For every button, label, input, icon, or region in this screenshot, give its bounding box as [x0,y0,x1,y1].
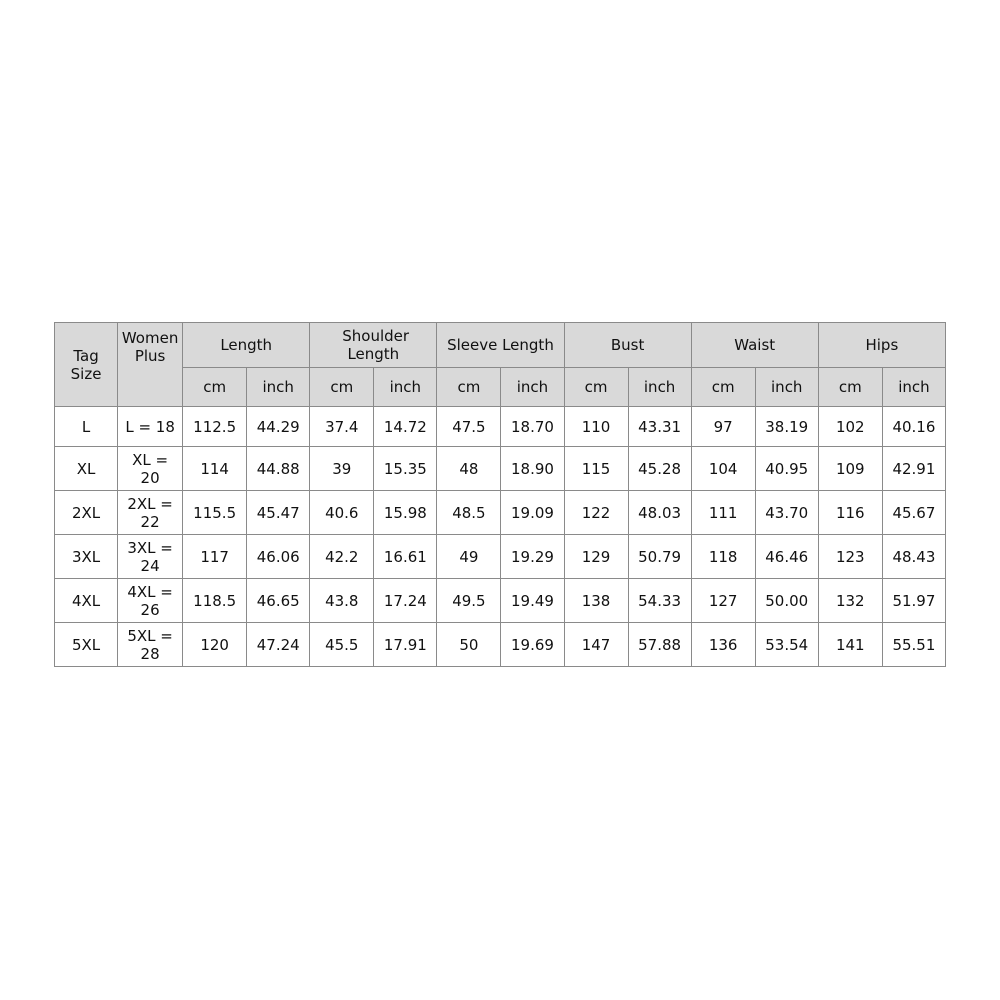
measurement-cell: 15.98 [374,491,437,535]
measurement-cell: 43.70 [755,491,818,535]
measurement-cell: 132 [818,579,882,623]
tag-size-cell: 4XL [55,579,118,623]
unit-header: inch [247,368,310,407]
header-length: Length [183,323,310,368]
measurement-cell: 117 [183,535,247,579]
tag-size-cell: XL [55,447,118,491]
table-row [55,407,946,447]
measurement-cell: 50 [437,623,501,667]
measurement-cell: 118.5 [183,579,247,623]
measurement-cell: 19.49 [501,579,564,623]
unit-header: inch [501,368,564,407]
women-plus-cell: L = 18 [118,407,183,447]
women-plus-cell: 4XL = 26 [118,579,183,623]
header-tag-size: Tag Size [55,323,118,407]
tag-size-cell: 2XL [55,491,118,535]
measurement-cell: 102 [818,407,882,447]
unit-header: cm [437,368,501,407]
measurement-cell: 104 [691,447,755,491]
measurement-cell: 127 [691,579,755,623]
measurement-cell: 48.5 [437,491,501,535]
measurement-cell: 43.8 [310,579,374,623]
measurement-cell: 44.88 [247,447,310,491]
measurement-cell: 47.24 [247,623,310,667]
measurement-cell: 47.5 [437,407,501,447]
unit-header: cm [564,368,628,407]
measurement-cell: 129 [564,535,628,579]
measurement-cell: 38.19 [755,407,818,447]
measurement-cell: 17.24 [374,579,437,623]
table-row [55,623,946,667]
women-plus-cell: XL = 20 [118,447,183,491]
measurement-cell: 39 [310,447,374,491]
women-plus-cell: 3XL = 24 [118,535,183,579]
measurement-cell: 48 [437,447,501,491]
measurement-cell: 53.54 [755,623,818,667]
measurement-cell: 54.33 [628,579,691,623]
header-bust: Bust [564,323,691,368]
measurement-cell: 42.91 [882,447,945,491]
measurement-cell: 16.61 [374,535,437,579]
measurement-cell: 19.29 [501,535,564,579]
women-plus-cell: 2XL = 22 [118,491,183,535]
women-plus-cell: 5XL = 28 [118,623,183,667]
measurement-cell: 136 [691,623,755,667]
measurement-cell: 43.31 [628,407,691,447]
measurement-cell: 115.5 [183,491,247,535]
unit-header: cm [691,368,755,407]
unit-header: inch [374,368,437,407]
measurement-cell: 50.00 [755,579,818,623]
measurement-cell: 18.90 [501,447,564,491]
measurement-cell: 46.06 [247,535,310,579]
measurement-cell: 138 [564,579,628,623]
measurement-cell: 147 [564,623,628,667]
unit-header: inch [628,368,691,407]
header-hips: Hips [818,323,945,368]
measurement-cell: 14.72 [374,407,437,447]
measurement-cell: 120 [183,623,247,667]
measurement-cell: 50.79 [628,535,691,579]
measurement-cell: 40.95 [755,447,818,491]
measurement-cell: 112.5 [183,407,247,447]
measurement-cell: 40.6 [310,491,374,535]
measurement-cell: 57.88 [628,623,691,667]
measurement-cell: 19.69 [501,623,564,667]
measurement-cell: 110 [564,407,628,447]
measurement-cell: 45.67 [882,491,945,535]
measurement-cell: 141 [818,623,882,667]
measurement-cell: 18.70 [501,407,564,447]
measurement-cell: 48.43 [882,535,945,579]
measurement-cell: 114 [183,447,247,491]
size-chart-table [54,322,946,667]
measurement-cell: 115 [564,447,628,491]
measurement-cell: 111 [691,491,755,535]
measurement-cell: 97 [691,407,755,447]
measurement-cell: 116 [818,491,882,535]
measurement-cell: 123 [818,535,882,579]
measurement-cell: 40.16 [882,407,945,447]
measurement-cell: 51.97 [882,579,945,623]
measurement-cell: 109 [818,447,882,491]
measurement-cell: 44.29 [247,407,310,447]
tag-size-cell: 3XL [55,535,118,579]
tag-size-cell: L [55,407,118,447]
unit-header: cm [183,368,247,407]
table-row [55,579,946,623]
table-row [55,447,946,491]
header-waist: Waist [691,323,818,368]
measurement-cell: 48.03 [628,491,691,535]
unit-header: cm [310,368,374,407]
measurement-cell: 55.51 [882,623,945,667]
table-row [55,491,946,535]
measurement-cell: 42.2 [310,535,374,579]
measurement-cell: 118 [691,535,755,579]
measurement-cell: 46.65 [247,579,310,623]
header-sleeve-length: Sleeve Length [437,323,564,368]
measurement-cell: 45.28 [628,447,691,491]
size-table-body [55,407,946,667]
measurement-cell: 19.09 [501,491,564,535]
measurement-cell: 49 [437,535,501,579]
measurement-cell: 46.46 [755,535,818,579]
measurement-cell: 37.4 [310,407,374,447]
measurement-cell: 45.47 [247,491,310,535]
measurement-cell: 45.5 [310,623,374,667]
tag-size-cell: 5XL [55,623,118,667]
table-row [55,535,946,579]
measurement-cell: 15.35 [374,447,437,491]
unit-header: inch [882,368,945,407]
header-women-plus: Women Plus [118,323,183,407]
measurement-cell: 49.5 [437,579,501,623]
measurement-cell: 17.91 [374,623,437,667]
unit-header: inch [755,368,818,407]
measurement-cell: 122 [564,491,628,535]
header-shoulder-length: Shoulder Length [310,323,437,368]
unit-header: cm [818,368,882,407]
